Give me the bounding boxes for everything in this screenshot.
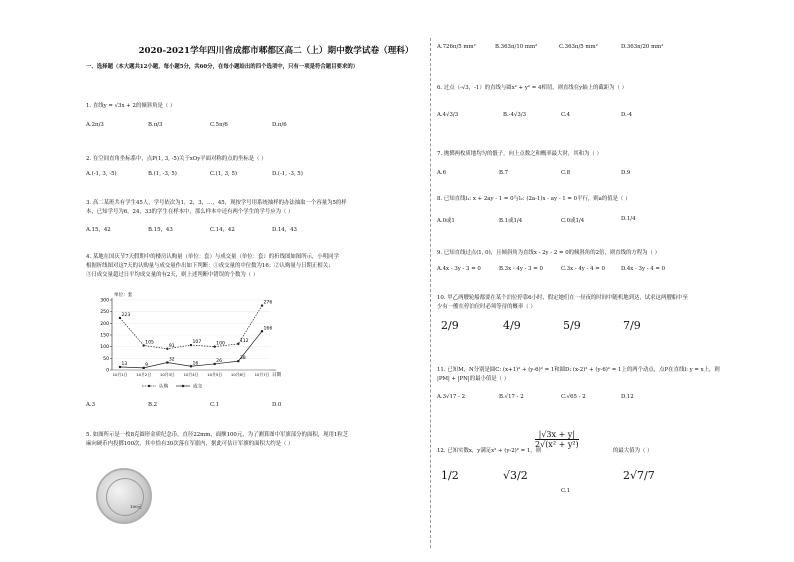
q12-fraction-numerator: |√3x + y|: [535, 430, 579, 440]
coin-image: [96, 468, 152, 524]
y-tick-label: 200: [100, 321, 109, 327]
q12-option-b[interactable]: √3/2: [503, 469, 528, 482]
q4-option-b[interactable]: B.2: [148, 402, 158, 408]
q12-option-c[interactable]: C.1: [561, 488, 571, 494]
q1-options: [86, 122, 386, 132]
q7-option-a[interactable]: A.6: [437, 170, 447, 176]
q1-option-c[interactable]: C.5π/6: [210, 122, 228, 128]
q2-option-b[interactable]: B.(1, -3, 5): [148, 171, 177, 177]
q3-line2: 本，已知学号为6，24，33的学生在样本中，那么样本中还有两个学生的学号应为（ ）: [86, 209, 294, 215]
q4-option-d[interactable]: D.0: [272, 402, 282, 408]
q7-stem: 7. 抛掷两枚质地均匀的骰子，向上点数之和概率最大时，其和为（ ）: [437, 151, 602, 157]
q10-line1: 10. 甲乙两艘轮船都要在某个泊位停靠6小时，假定她们在一昼夜的时间中随机地到达，试求这两艘船中至: [437, 295, 688, 301]
q1-option-b[interactable]: B.π/3: [148, 122, 163, 128]
q4-line-chart: [90, 286, 290, 396]
q3-options: [86, 225, 386, 235]
q10-option-c[interactable]: 5/9: [563, 319, 581, 332]
q12-stem: 12. 已知实数x，y满足x² + (y-2)² = 1，则: [437, 448, 542, 454]
q12-option-d[interactable]: 2√7/7: [623, 469, 655, 482]
q11-option-b[interactable]: B.√17 - 2: [499, 394, 524, 400]
series-line-成交: [120, 331, 262, 368]
q2-options: [86, 171, 386, 181]
q11-option-a[interactable]: A.3√17 - 2: [437, 394, 466, 400]
legend-label-1: 成交: [193, 384, 203, 390]
q5-options: [437, 44, 737, 54]
q12-fraction-denominator: 2√(x² + y²): [535, 440, 579, 449]
x-tick-label: 10月6日: [230, 372, 246, 377]
q3-option-b[interactable]: B.15，43: [148, 227, 173, 233]
column-divider: [430, 38, 431, 548]
x-axis-label: 日期: [272, 373, 282, 378]
y-tick-label: 250: [100, 310, 109, 316]
q10-option-b[interactable]: 4/9: [503, 319, 521, 332]
q9-option-b[interactable]: B.3x - 4y - 3 = 0: [499, 266, 543, 272]
q8-option-a[interactable]: A.0或1: [437, 218, 455, 224]
x-tick-label: 10月7日: [254, 372, 270, 377]
q2-option-a[interactable]: A.(-1, 3, -5): [86, 171, 117, 177]
q9-option-d[interactable]: D.4x - 3y - 4 = 0: [621, 266, 666, 272]
q4-option-c[interactable]: C.1: [210, 402, 220, 408]
q7-option-d[interactable]: D.9: [621, 170, 631, 176]
q5-option-d[interactable]: D.363π/20 mm²: [621, 44, 664, 50]
data-label-成交: 9: [145, 362, 149, 368]
q9-option-c[interactable]: C.3x - 4y - 4 = 0: [561, 266, 605, 272]
q8-stem: 8. 已知直线l₁: x + 2ay - 1 = 0与l₂: (2a-1)x - ay - 1 = 0平行，则a的值是（ ）: [437, 196, 631, 202]
q3-option-c[interactable]: C.14，42: [210, 227, 235, 233]
q8-option-d[interactable]: D.1/4: [621, 216, 636, 222]
data-label-认购: 105: [145, 340, 154, 346]
data-label-成交: 26: [216, 358, 223, 364]
x-tick-label: 10月5日: [207, 372, 223, 377]
data-label-认购: 112: [239, 338, 249, 344]
data-label-认购: 100: [216, 341, 225, 347]
section-heading: 一、选择题（本大题共12小题，每小题5分，共60分，在每小题给出的四个选项中，只有一项是符合题目要求的）: [86, 64, 359, 70]
data-label-认购: 91: [168, 343, 175, 349]
q9-option-a[interactable]: A.4x - 3y - 3 = 0: [437, 266, 481, 272]
q10-line2: 少有一艘在停泊位时必须等待的概率（ ）: [437, 304, 536, 310]
q4-options: [86, 402, 386, 412]
y-tick-label: 100: [100, 345, 109, 351]
q5-option-a[interactable]: A.726π/5 mm²: [437, 44, 476, 50]
q2-option-d[interactable]: D.(-1, -3, 5): [272, 171, 303, 177]
data-label-成交: 166: [263, 326, 273, 332]
y-tick-label: 50: [103, 356, 109, 362]
q1-stem: 1. 直线y = √3x + 2的倾斜角是（ ）: [86, 103, 176, 109]
coin-denomination: 100元: [130, 504, 142, 509]
q1-option-d[interactable]: D.π/6: [272, 122, 287, 128]
q11-line2: |PM| + |PN|的最小值是（ ）: [437, 376, 510, 382]
q2-stem: 2. 在空间直角坐标系中，点P(1, 3, -5)关于xOy平面对称的点的坐标是（ ）: [86, 156, 267, 162]
q6-stem: 6. 过点（-√3，-1）的直线与圆x² + y² = 4相切，则直线在y轴上的截距为（ ）: [437, 85, 628, 91]
q6-option-a[interactable]: A.4√3/3: [437, 112, 459, 118]
y-tick-label: 150: [100, 333, 109, 339]
q8-options: [437, 216, 737, 226]
left-column: [86, 0, 424, 562]
q11-options: [437, 394, 737, 404]
q12-fraction: [535, 430, 579, 449]
legend-marker-1: [182, 385, 184, 387]
data-label-认购: 223: [121, 312, 131, 318]
q4-line3: ③日成交量超过日平均成交量的有2天，则上述判断中错误的个数为（ ）: [86, 272, 259, 278]
y-tick-label: 300: [100, 298, 109, 304]
q5-line2: 麻向硬币内投掷100次，其中恰有30次落在军旗内，据此可估计军旗的面积大约是（ ）: [86, 441, 294, 447]
q11-line1: 11. 已知M，N分别是圆C: (x+1)² + (y-6)² = 1和圆D: (x-2)² + (y-6)² = 1上的两个动点，点P在直线l: y = x上，则: [437, 367, 720, 373]
x-tick-label: 10月1日: [112, 372, 128, 377]
y-tick-label: 0: [106, 368, 109, 374]
data-label-认购: 107: [192, 340, 202, 346]
q6-option-b[interactable]: B.-4√3/3: [503, 112, 527, 118]
data-label-成交: 32: [168, 357, 175, 363]
q4-option-a[interactable]: A.3: [86, 402, 96, 408]
q9-options: [437, 266, 737, 276]
q8-option-b[interactable]: B.1或1/4: [499, 218, 523, 224]
page-title: 2020-2021学年四川省成都市郫都区高二（上）期中数学试卷（理科）: [138, 46, 414, 56]
q11-option-d[interactable]: D.12: [621, 394, 634, 400]
q6-option-d[interactable]: D.-4: [621, 112, 633, 118]
chart-title: 单位：套: [114, 293, 133, 298]
coin-inner-ring: [106, 478, 144, 516]
q3-line1: 3. 高二某班共有学生45人，学号依次为1，2，3，…，45，现按学号用系统抽样的办法抽取一个容量为5的样: [86, 200, 347, 206]
q6-option-c[interactable]: C.4: [561, 112, 571, 118]
data-label-认购: 276: [263, 300, 273, 306]
data-label-成交: 38: [239, 356, 246, 362]
x-tick-label: 10月3日: [159, 372, 175, 377]
data-label-成交: 13: [121, 361, 128, 367]
legend-marker-0: [148, 385, 150, 387]
q12-option-a[interactable]: 1/2: [441, 469, 459, 482]
q4-line2: 根据折线图对这7天的认购量与成交量作出如下判断：①成交量的中位数为16；②认购量与日期正相关；: [86, 263, 334, 269]
q5-line1: 5. 如图所示是一枚8克圆形金质纪念币，直径22mm，面额100元，为了测算图中军旗部分的面积，现用1粒芝: [86, 432, 349, 438]
q7-option-b[interactable]: B.7: [499, 170, 509, 176]
q10-option-d[interactable]: 7/9: [623, 319, 641, 332]
q10-option-a[interactable]: 2/9: [441, 319, 459, 332]
x-tick-label: 10月2日: [136, 372, 152, 377]
x-tick-label: 10月4日: [183, 372, 199, 377]
q3-option-a[interactable]: A.15，42: [86, 227, 111, 233]
legend-label-0: 认购: [159, 384, 169, 390]
q1-option-a[interactable]: A.2π/3: [86, 122, 104, 128]
q9-stem: 9. 已知直线过点(1, 0)，且倾斜角为直线x - 2y - 2 = 0的倾斜角的2倍，则直线的方程为（ ）: [437, 250, 661, 256]
data-label-成交: 16: [192, 361, 199, 367]
q11-option-c[interactable]: C.√65 - 2: [561, 394, 586, 400]
q7-options: [437, 170, 737, 180]
q3-option-d[interactable]: D.14，43: [272, 227, 297, 233]
q6-options: [437, 112, 737, 122]
q4-line1: 4. 某地在国庆节7天假期中的楼房认购量（单位：套）与成交量（单位：套）的折线图如图所示，小明同学: [86, 254, 339, 260]
q7-option-c[interactable]: C.8: [561, 170, 571, 176]
right-column: [437, 0, 767, 562]
q5-option-c[interactable]: C.363π/5 mm²: [559, 44, 598, 50]
q12-stem-tail: 的最大值为（ ）: [613, 448, 653, 454]
q5-option-b[interactable]: B.363π/10 mm²: [495, 44, 538, 50]
q2-option-c[interactable]: C.(1, 3, 5): [210, 171, 237, 177]
q8-option-c[interactable]: C.0或1/4: [561, 218, 585, 224]
